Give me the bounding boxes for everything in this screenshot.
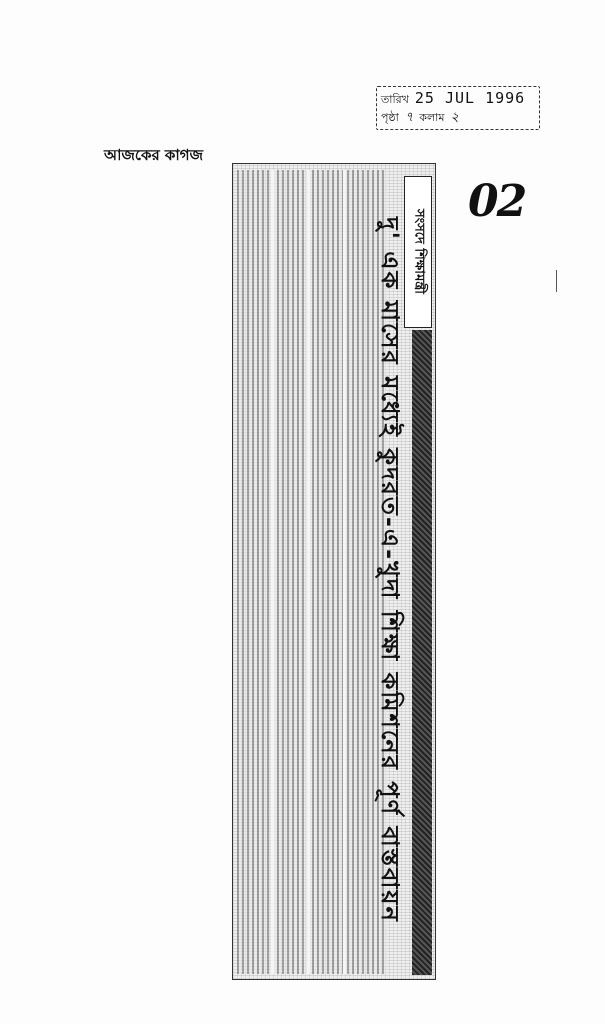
stamp-column-label: কলাম	[419, 111, 445, 124]
newspaper-name: আজকের কাগজ	[104, 146, 204, 164]
column-divider	[307, 170, 310, 974]
kicker-box	[404, 176, 432, 328]
column-divider	[343, 170, 346, 974]
article-body-texture	[237, 170, 387, 974]
stamp-page-label: পৃষ্ঠা	[381, 111, 399, 124]
column-divider	[271, 170, 274, 974]
margin-mark	[556, 270, 557, 292]
stamp-date-label: তারিখ	[381, 93, 409, 106]
article-headline: দু' এক মাসের মধ্যেই কুদরত-এ-খুদা শিক্ষা কমিশনের পূর্ণ বাস্তবায়ন	[376, 217, 404, 923]
receipt-stamp	[376, 86, 540, 130]
article-kicker: সংসদে শিক্ষামন্ত্রী	[411, 209, 427, 295]
stamp-column-value: ২	[450, 110, 459, 125]
handwritten-number: 02	[468, 176, 526, 227]
stamp-date: 25 JUL 1996	[414, 89, 526, 107]
headline-shade-bar	[412, 330, 432, 975]
stamp-page-value: ৭	[404, 110, 414, 125]
